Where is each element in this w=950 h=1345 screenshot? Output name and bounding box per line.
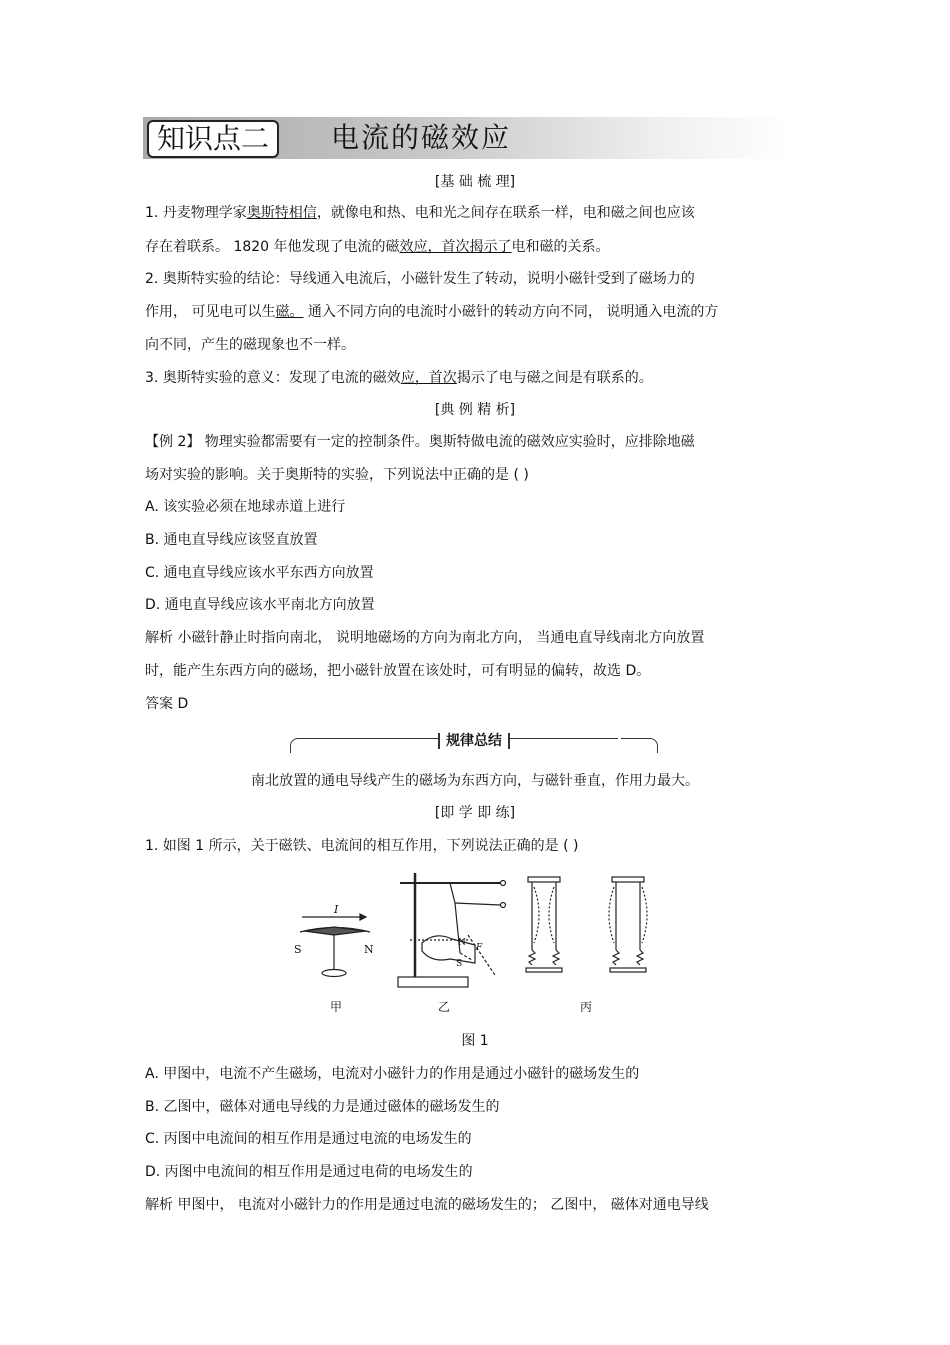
label-bing: 丙 [580, 1000, 593, 1014]
label-N: N [364, 943, 374, 956]
panel-bing-wires-1 [526, 877, 562, 972]
example-question-line-2: 场对实验的影响。关于奥斯特的实验，下列说法中正确的是 ( ) [145, 467, 529, 483]
rule-box-right-corner [621, 738, 658, 753]
basics-item-2-line-2: 作用， 可见电可以生磁。 通入不同方向的电流时小磁针的转动方向不同， 说明通入电流的方 [145, 304, 719, 320]
practice-option-b: B. 乙图中，磁体对通电导线的力是通过磁体的磁场发生的 [145, 1099, 500, 1115]
rule-summary-text: 南北放置的通电导线产生的磁场为东西方向，与磁针垂直，作用力最大。 [251, 773, 699, 789]
panel-jia-compass [300, 914, 370, 977]
example-answer: 答案 D [145, 696, 189, 712]
basics-item-2-line-3: 向不同，产生的磁现象也不一样。 [145, 337, 355, 353]
practice-question-1: 1. 如图 1 所示，关于磁铁、电流间的相互作用，下列说法正确的是 ( ) [145, 838, 579, 854]
label-N2: N [458, 938, 466, 948]
example-option-d: D. 通电直导线应该水平南北方向放置 [145, 597, 375, 613]
example-option-a: A. 该实验必须在地球赤道上进行 [145, 499, 346, 515]
figure-1-diagram [290, 865, 660, 1020]
practice-option-a: A. 甲图中，电流不产生磁场，电流对小磁针力的作用是通过小磁针的磁场发生的 [145, 1066, 640, 1082]
practice-analysis-line-1: 解析 甲图中， 电流对小磁针力的作用是通过电流的磁场发生的； 乙图中， 磁体对通电导线 [145, 1197, 709, 1213]
example-question-line-1: 【例 2】 物理实验都需要有一定的控制条件。奥斯特做电流的磁效应实验时，应排除地磁 [145, 434, 695, 450]
label-F: F [476, 943, 483, 953]
section-banner [143, 117, 788, 159]
basics-item-3-line-1: 3. 奥斯特实验的意义：发现了电流的磁效应，首次揭示了电与磁之间是有联系的。 [145, 370, 653, 386]
example-analysis-line-1: 解析 小磁针静止时指向南北， 说明地磁场的方向为南北方向， 当通电直导线南北方向放置 [145, 630, 705, 646]
example-analysis-line-2: 时，能产生东西方向的磁场，把小磁针放置在该处时，可有明显的偏转，故选 D。 [145, 663, 651, 679]
label-current-I: I [334, 903, 339, 916]
figure-1-caption: 图 1 [461, 1033, 489, 1049]
basics-item-1-line-2: 存在着联系。 1820 年他发现了电流的磁效应，首次揭示了电和磁的关系。 [145, 239, 610, 255]
basics-item-1-line-1: 1. 丹麦物理学家奥斯特相信，就像电和热、电和光之间存在联系一样，电和磁之间也应该 [145, 205, 695, 221]
panel-bing-wires-2 [609, 877, 647, 972]
rule-summary-title: 规律总结 [438, 733, 510, 749]
example-option-b: B. 通电直导线应该竖直放置 [145, 532, 318, 548]
section-label: 知识点二 [147, 120, 279, 158]
subsection-title-practice: [即 学 即 练] [434, 805, 516, 821]
subsection-title-example: [典 例 精 析] [434, 402, 516, 418]
panel-yi-stand [398, 873, 506, 987]
label-yi: 乙 [438, 1000, 451, 1014]
label-S2: S [456, 959, 463, 969]
label-S: S [294, 943, 302, 956]
practice-option-c: C. 丙图中电流间的相互作用是通过电流的电场发生的 [145, 1131, 472, 1147]
subsection-title-basics: [基 础 梳 理] [434, 174, 516, 190]
section-title: 电流的磁效应 [331, 121, 512, 154]
example-option-c: C. 通电直导线应该水平东西方向放置 [145, 565, 374, 581]
practice-option-d: D. 丙图中电流间的相互作用是通过电荷的电场发生的 [145, 1164, 473, 1180]
rule-box-left-corner [290, 738, 327, 753]
basics-item-2-line-1: 2. 奥斯特实验的结论：导线通入电流后，小磁针发生了转动，说明小磁针受到了磁场力的 [145, 271, 695, 287]
label-jia: 甲 [330, 1000, 343, 1014]
rule-summary-box [290, 730, 658, 754]
